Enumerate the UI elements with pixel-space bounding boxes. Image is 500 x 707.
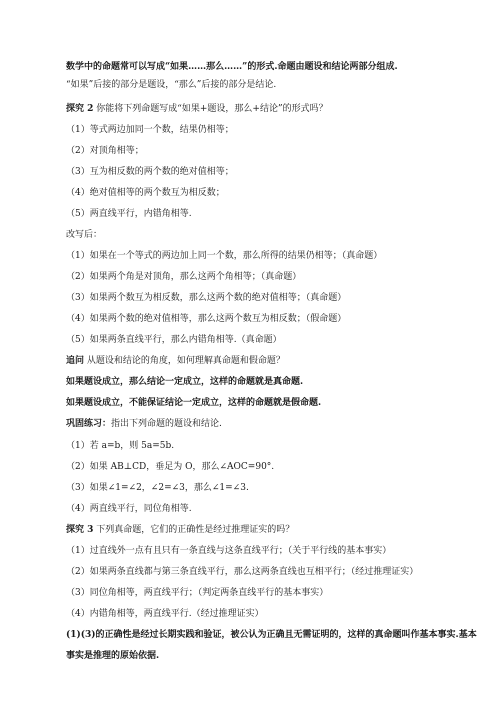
true-proposition-item-2: （2）如果两条直线都与第三条直线平行，那么这两条直线也互相平行；（经过推理证实） (66, 567, 419, 577)
proposition-item-5: （5）两直线平行，内错角相等. (66, 209, 192, 219)
practice-item-2: （2）如果 AB⊥CD，垂足为 O，那么∠AOC=90°. (66, 462, 275, 472)
practice-item-3: （3）如果∠1=∠2，∠2=∠3，那么∠1=∠3. (66, 483, 249, 493)
rewritten-heading: 改写后： (66, 230, 103, 240)
proposition-item-3: （3）互为相反数的两个数的绝对值相等； (66, 167, 234, 177)
explore-3-label: 探究 3 (66, 525, 94, 535)
rewritten-item-3: （3）如果两个数互为相反数，那么这两个数的绝对值相等；（真命题） (66, 293, 347, 303)
basic-fact-definition-line-2: 事实是推理的原始依据. (66, 651, 160, 661)
follow-up-question (66, 355, 285, 367)
intro-definition-line: 数学中的命题常可以写成“如果……那么……”的形式.命题由题设和结论两部分组成. (66, 62, 398, 72)
proposition-item-1: （1）等式两边加同一个数，结果仍相等； (66, 125, 234, 135)
rewritten-item-1: （1）如果在一个等式的两边加上同一个数，那么所得的结果仍相等；（真命题） (66, 251, 383, 261)
true-proposition-item-1: （1）过直线外一点有且只有一条直线与这条直线平行；（关于平行线的基本事实） (66, 546, 392, 556)
explore-2-question: 你能将下列命题写成“如果+题设，那么+结论”的形式吗？ (96, 104, 328, 114)
explore-2-label: 探究 2 (66, 104, 94, 114)
follow-up-text: 从题设和结论的角度，如何理解真命题和假命题？ (86, 356, 285, 366)
true-proposition-definition: 如果题设成立，那么结论一定成立，这样的命题就是真命题. (66, 377, 304, 387)
practice-label: 巩固练习： (66, 419, 112, 429)
practice-item-1: （1）若 a=b，则 5a=5b. (66, 441, 175, 451)
true-proposition-item-3: （3）同位角相等，两直线平行；（判定两条直线平行的基本事实） (66, 588, 329, 598)
practice-instruction: 指出下列命题的题设和结论. (111, 419, 222, 429)
rewritten-item-5: （5）如果两条直线平行，那么内错角相等.（真命题） (66, 335, 282, 345)
false-proposition-definition: 如果题设成立，不能保证结论一定成立，这样的命题就是假命题. (66, 398, 322, 408)
true-proposition-item-4: （4）内错角相等，两直线平行.（经过推理证实） (66, 609, 264, 619)
proposition-item-4: （4）绝对值相等的两个数互为相反数； (66, 188, 225, 198)
practice-item-4: （4）两直线平行，同位角相等. (66, 504, 192, 514)
explore-3-heading (66, 524, 294, 536)
follow-up-label: 追问 (66, 356, 85, 366)
explore-3-question: 下列真命题，它们的正确性是经过推理证实的吗？ (96, 525, 295, 535)
explore-2-heading (66, 103, 328, 115)
basic-fact-definition-line-1: (1)(3)的正确性是经过长期实践和验证，被公认为正确且无需证明的，这样的真命题叫作基本事实.基本 (66, 630, 477, 640)
rewritten-item-4: （4）如果两个数的绝对值相等，那么这两个数互为相反数；（假命题） (66, 314, 347, 324)
proposition-item-2: （2）对顶角相等； (66, 146, 144, 156)
rewritten-item-2: （2）如果两个角是对顶角，那么这两个角相等；（真命题） (66, 272, 302, 282)
intro-hypothesis-conclusion-line: “如果”后接的部分是题设，“那么”后接的部分是结论. (66, 80, 277, 90)
practice-heading (66, 418, 222, 430)
